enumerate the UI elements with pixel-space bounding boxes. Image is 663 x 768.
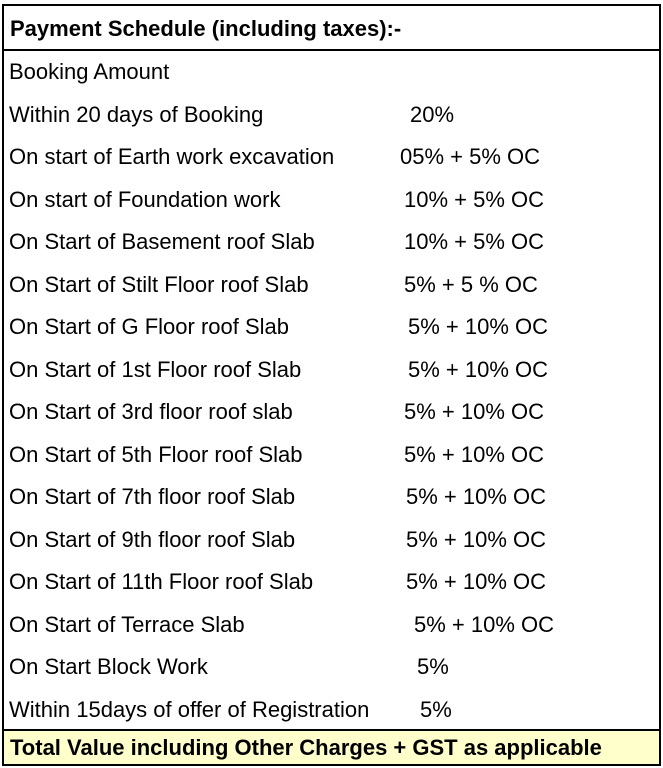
row-label: Within 15days of offer of Registration: [9, 696, 370, 722]
row-label: On Start of 7th floor roof Slab: [9, 484, 296, 509]
table-row: [4, 604, 659, 646]
row-label: On Start of G Floor roof Slab: [9, 314, 290, 339]
table-row: [4, 51, 659, 93]
row-value: 5% + 10% OC: [408, 356, 549, 382]
row-value: 10% + 5% OC: [404, 229, 545, 254]
row-label: Within 20 days of Booking: [9, 101, 264, 127]
row-value: 20%: [410, 101, 455, 127]
table-row: [4, 391, 659, 433]
row-value: 5% + 10% OC: [414, 611, 555, 637]
row-value: 5%: [420, 696, 452, 722]
row-label: On Start Block Work: [9, 654, 208, 679]
table-row: [4, 94, 659, 136]
table-row: [4, 561, 659, 603]
table-row: [4, 264, 659, 306]
table-row: [4, 476, 659, 518]
row-value: 05% + 5% OC: [400, 144, 541, 169]
row-value: 5% + 10% OC: [406, 569, 547, 594]
row-value: 5% + 5 % OC: [404, 271, 538, 297]
row-label: On Start of 3rd floor roof slab: [9, 399, 293, 424]
row-label: On Start of 1st Floor roof Slab: [9, 356, 302, 382]
table-row: [4, 646, 659, 688]
row-label: Booking Amount: [9, 59, 170, 84]
row-value: 5% + 10% OC: [408, 314, 549, 339]
table-row: [4, 306, 659, 348]
table-row: [4, 434, 659, 476]
row-value: 5%: [417, 654, 449, 679]
row-value: 5% + 10% OC: [404, 441, 545, 467]
table-row: [4, 519, 659, 561]
row-label: On start of Earth work excavation: [9, 144, 335, 169]
total-value-footer: Total Value including Other Charges + GST as applicable: [4, 729, 659, 764]
table-row: [4, 136, 659, 178]
row-label: On Start of 9th floor roof Slab: [9, 526, 296, 552]
table-row: [4, 221, 659, 263]
table-row: [4, 179, 659, 221]
row-label: On Start of Terrace Slab: [9, 611, 245, 637]
payment-schedule-table: [2, 4, 661, 766]
table-row: [4, 689, 659, 731]
row-label: On Start of Stilt Floor roof Slab: [9, 271, 309, 297]
row-label: On Start of 5th Floor roof Slab: [9, 441, 303, 467]
row-label: On start of Foundation work: [9, 186, 281, 212]
schedule-rows: [4, 51, 659, 731]
table-title: Payment Schedule (including taxes):-: [4, 6, 659, 51]
row-value: 5% + 10% OC: [406, 526, 547, 552]
row-value: 10% + 5% OC: [404, 186, 545, 212]
row-value: 5% + 10% OC: [406, 484, 547, 509]
row-label: On Start of 11th Floor roof Slab: [9, 569, 314, 594]
row-value: 5% + 10% OC: [404, 399, 545, 424]
row-label: On Start of Basement roof Slab: [9, 229, 315, 254]
table-row: [4, 349, 659, 391]
